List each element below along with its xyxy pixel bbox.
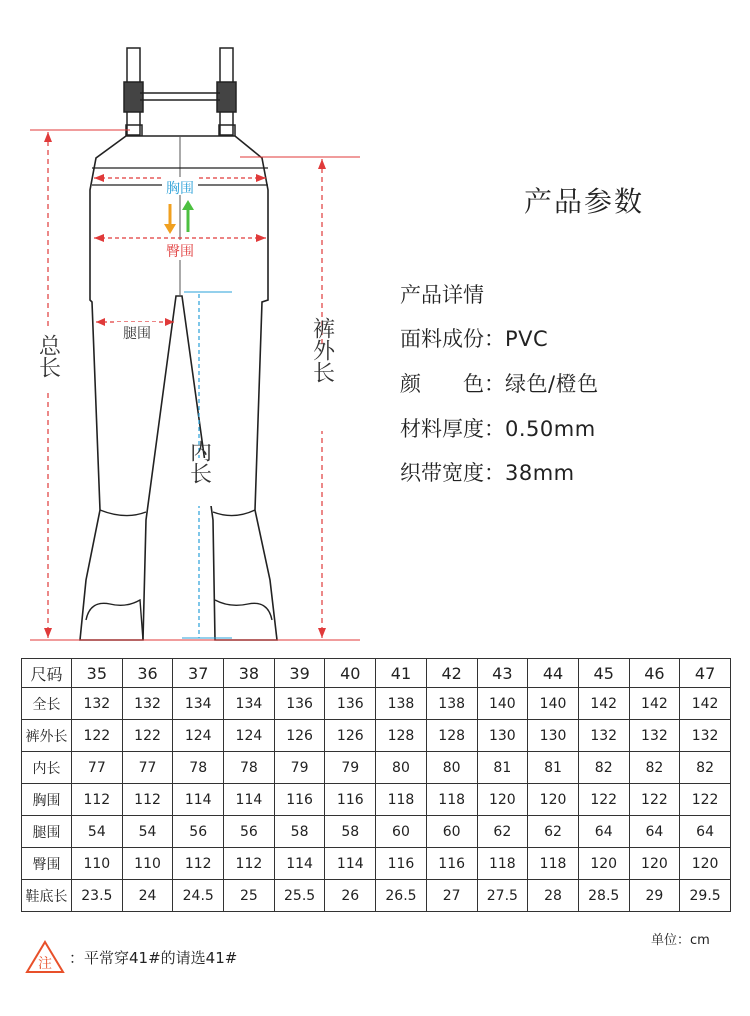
value-cell: 60	[376, 816, 427, 848]
value-cell: 124	[224, 720, 275, 752]
info-row-color	[400, 368, 599, 398]
value-cell: 112	[173, 848, 224, 880]
size-cell: 44	[528, 659, 579, 688]
value-cell: 60	[426, 816, 477, 848]
value-cell: 138	[376, 688, 427, 720]
table-row	[22, 880, 731, 912]
outer-length-label: 裤外长	[309, 317, 335, 383]
size-cell: 37	[173, 659, 224, 688]
value-cell: 122	[122, 720, 173, 752]
product-details-heading: 产品详情	[400, 283, 484, 307]
value-cell: 58	[325, 816, 376, 848]
value-cell: 54	[122, 816, 173, 848]
value-cell: 62	[477, 816, 528, 848]
value-cell: 118	[528, 848, 579, 880]
value-cell: 120	[528, 784, 579, 816]
size-cell: 39	[274, 659, 325, 688]
value-cell: 124	[173, 720, 224, 752]
value-cell: 26	[325, 880, 376, 912]
value-cell: 118	[477, 848, 528, 880]
value-cell: 25.5	[274, 880, 325, 912]
value-cell: 130	[528, 720, 579, 752]
value-cell: 132	[72, 688, 123, 720]
wader-diagram	[0, 0, 380, 650]
size-cell: 47	[680, 659, 731, 688]
value-cell: 126	[274, 720, 325, 752]
table-row	[22, 752, 731, 784]
row-label: 胸围	[22, 784, 72, 816]
value-cell: 77	[72, 752, 123, 784]
value-cell: 79	[274, 752, 325, 784]
value-cell: 23.5	[72, 880, 123, 912]
value-cell: 136	[274, 688, 325, 720]
value-cell: 64	[680, 816, 731, 848]
value-cell: 142	[578, 688, 629, 720]
value-cell: 82	[578, 752, 629, 784]
thigh-label: 腿围	[123, 326, 151, 342]
value-cell: 122	[680, 784, 731, 816]
value-cell: 26.5	[376, 880, 427, 912]
value-cell: 122	[578, 784, 629, 816]
row-label: 腿围	[22, 816, 72, 848]
value-cell: 126	[325, 720, 376, 752]
info-row-thickness	[400, 413, 596, 443]
value-cell: 27.5	[477, 880, 528, 912]
value-cell: 110	[72, 848, 123, 880]
value-cell: 27	[426, 880, 477, 912]
value-cell: 118	[426, 784, 477, 816]
size-cell: 38	[224, 659, 275, 688]
row-label: 裤外长	[22, 720, 72, 752]
size-table	[21, 658, 731, 912]
strap-right	[217, 48, 236, 135]
value-cell: 116	[426, 848, 477, 880]
value-cell: 78	[224, 752, 275, 784]
value-cell: 81	[528, 752, 579, 784]
info-label: 织带宽度：	[400, 461, 505, 485]
value-cell: 116	[325, 784, 376, 816]
table-row	[22, 720, 731, 752]
value-cell: 82	[680, 752, 731, 784]
size-cell: 46	[629, 659, 680, 688]
value-cell: 24	[122, 880, 173, 912]
value-cell: 79	[325, 752, 376, 784]
value-cell: 80	[426, 752, 477, 784]
value-cell: 29	[629, 880, 680, 912]
warning-triangle-icon	[25, 940, 65, 974]
product-params-title: 产品参数	[524, 185, 645, 218]
size-cell: 42	[426, 659, 477, 688]
value-cell: 112	[72, 784, 123, 816]
value-cell: 120	[629, 848, 680, 880]
info-value: PVC	[505, 327, 549, 351]
value-cell: 114	[274, 848, 325, 880]
table-row	[22, 688, 731, 720]
hip-label: 臀围	[166, 244, 194, 260]
value-cell: 112	[122, 784, 173, 816]
size-table-body	[22, 659, 731, 912]
value-cell: 120	[680, 848, 731, 880]
value-cell: 134	[224, 688, 275, 720]
note-text: ：平常穿41#的请选41#	[69, 948, 238, 967]
inner-length-label: 内长	[186, 440, 212, 484]
size-header-row	[22, 659, 731, 688]
value-cell: 81	[477, 752, 528, 784]
value-cell: 82	[629, 752, 680, 784]
info-row-material	[400, 323, 548, 353]
value-cell: 114	[325, 848, 376, 880]
value-cell: 116	[274, 784, 325, 816]
value-cell: 128	[376, 720, 427, 752]
table-row	[22, 784, 731, 816]
value-cell: 132	[122, 688, 173, 720]
value-cell: 140	[477, 688, 528, 720]
info-value: 38mm	[505, 461, 575, 485]
note-badge: 注	[38, 956, 52, 972]
table-row	[22, 816, 731, 848]
strap-left	[124, 48, 143, 135]
row-label: 全长	[22, 688, 72, 720]
value-cell: 54	[72, 816, 123, 848]
value-cell: 120	[578, 848, 629, 880]
value-cell: 114	[173, 784, 224, 816]
value-cell: 122	[72, 720, 123, 752]
value-cell: 120	[477, 784, 528, 816]
total-arrow-top	[44, 132, 52, 142]
info-label: 颜 色：	[400, 372, 505, 396]
value-cell: 29.5	[680, 880, 731, 912]
value-cell: 118	[376, 784, 427, 816]
value-cell: 142	[629, 688, 680, 720]
value-cell: 132	[680, 720, 731, 752]
value-cell: 56	[173, 816, 224, 848]
value-cell: 110	[122, 848, 173, 880]
outer-arrow-top	[318, 159, 326, 169]
strap-bar	[140, 93, 220, 100]
info-label: 材料厚度：	[400, 417, 505, 441]
value-cell: 116	[376, 848, 427, 880]
value-cell: 78	[173, 752, 224, 784]
size-cell: 40	[325, 659, 376, 688]
size-cell: 41	[376, 659, 427, 688]
unit-text: 单位：cm	[651, 933, 710, 948]
size-cell: 43	[477, 659, 528, 688]
value-cell: 130	[477, 720, 528, 752]
value-cell: 28.5	[578, 880, 629, 912]
wader-outline	[80, 136, 277, 640]
row-label: 内长	[22, 752, 72, 784]
total-arrow-bottom	[44, 628, 52, 638]
value-cell: 134	[173, 688, 224, 720]
value-cell: 80	[376, 752, 427, 784]
value-cell: 132	[578, 720, 629, 752]
size-cell: 36	[122, 659, 173, 688]
value-cell: 77	[122, 752, 173, 784]
value-cell: 24.5	[173, 880, 224, 912]
size-cell: 45	[578, 659, 629, 688]
value-cell: 132	[629, 720, 680, 752]
value-cell: 122	[629, 784, 680, 816]
value-cell: 62	[528, 816, 579, 848]
value-cell: 56	[224, 816, 275, 848]
total-length-label: 总长	[35, 334, 61, 378]
value-cell: 138	[426, 688, 477, 720]
info-value: 0.50mm	[505, 417, 596, 441]
row-label: 鞋底长	[22, 880, 72, 912]
value-cell: 28	[528, 880, 579, 912]
chest-label: 胸围	[166, 181, 194, 197]
row-label: 尺码	[22, 659, 72, 688]
note	[25, 940, 237, 974]
value-cell: 114	[224, 784, 275, 816]
info-label: 面料成份：	[400, 327, 505, 351]
table-row	[22, 848, 731, 880]
value-cell: 25	[224, 880, 275, 912]
value-cell: 142	[680, 688, 731, 720]
row-label: 臀围	[22, 848, 72, 880]
outer-arrow-bottom	[318, 628, 326, 638]
value-cell: 128	[426, 720, 477, 752]
value-cell: 64	[578, 816, 629, 848]
value-cell: 58	[274, 816, 325, 848]
size-cell: 35	[72, 659, 123, 688]
info-value: 绿色/橙色	[505, 372, 599, 396]
value-cell: 64	[629, 816, 680, 848]
value-cell: 140	[528, 688, 579, 720]
value-cell: 136	[325, 688, 376, 720]
value-cell: 112	[224, 848, 275, 880]
info-row-strap-width	[400, 457, 575, 487]
